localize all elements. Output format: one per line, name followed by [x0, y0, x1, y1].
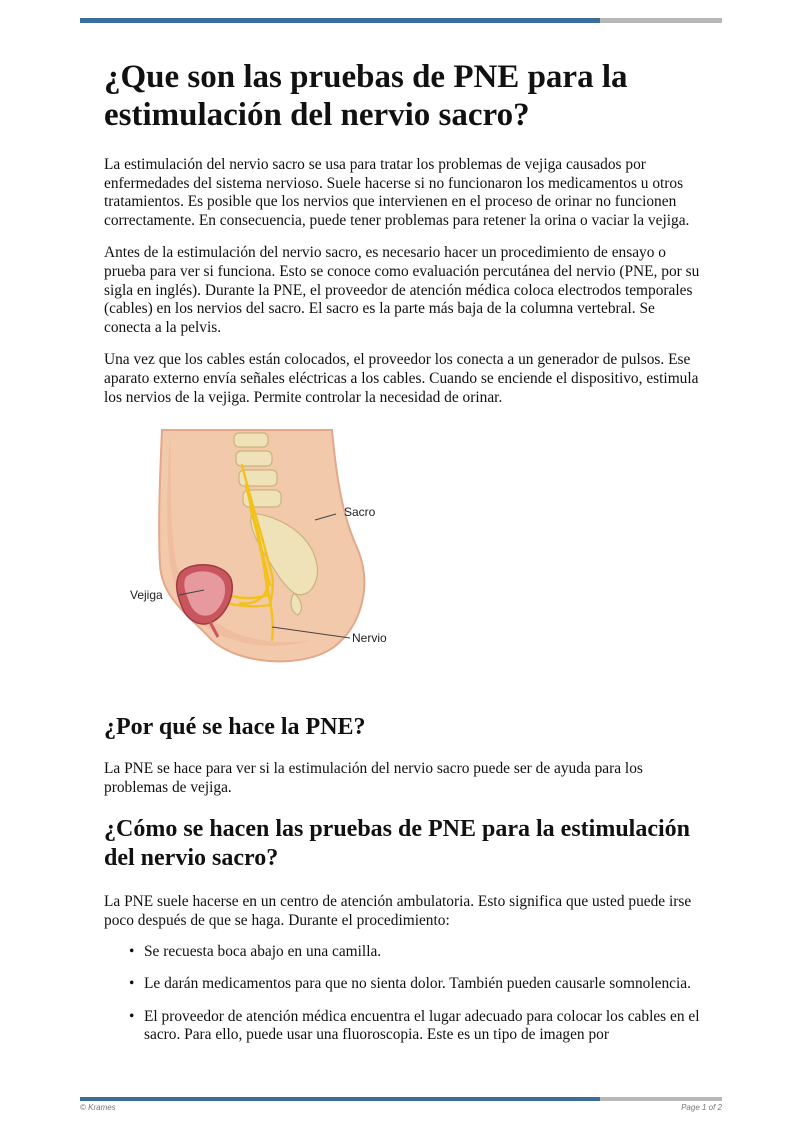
heading-how: ¿Cómo se hacen las pruebas de PNE para la estimulación del nervio sacro? — [104, 816, 691, 872]
why-paragraph: La PNE se hace para ver si la estimulación del nervio sacro puede ser de ayuda para los problemas de vejiga. — [104, 760, 643, 796]
intro-paragraph-3: Una vez que los cables están colocados, el proveedor los conecta a un generador de pulsos. Ese aparato externo envía señales eléctricas a los cables. Cuando se enciende el dispositivo, estimula los nervios de la vejiga. Permite controlar la necesidad de orinar. — [104, 351, 699, 406]
bullet: • — [129, 975, 135, 993]
intro-paragraph-1: La estimulación del nervio sacro se usa para tratar los problemas de vejiga causados por enfermedades del sistema nervioso. Suele hacerse si no funcionaron los medicamentos u otros tratamientos. Es posible que los nervios que intervienen en el proceso de orinar no funcionen correctamente. En consecuencia, puede tener problemas para retener la orina o vaciar la vejiga. — [104, 156, 690, 229]
bottom-rule-gray — [600, 1097, 722, 1101]
intro-paragraph-2: Antes de la estimulación del nervio sacro, es necesario hacer un procedimiento de ensayo o prueba para ver si funciona. Esto se conoce como evaluación percutánea del nervio (PNE, por su sigla en inglés). Durante la PNE, el proveedor de atención médica coloca electrodos temporales (cables) en los nervios del sacro. El sacro es la parte más baja de la columna vertebral. Se conecta a la pelvis. — [104, 244, 700, 336]
list-item — [129, 942, 704, 962]
label-sacro: Sacro — [344, 505, 376, 520]
top-rule — [80, 18, 722, 23]
bullet: • — [129, 1007, 135, 1025]
footer-page-number: Page 1 of 2 — [681, 1103, 722, 1112]
bullet: • — [129, 942, 135, 960]
list-item — [129, 1007, 704, 1045]
heading-why: ¿Por qué se hace la PNE? — [104, 714, 366, 741]
top-rule-accent — [80, 18, 600, 23]
document-body — [104, 58, 704, 1059]
anatomy-illustration — [122, 425, 422, 675]
label-vejiga: Vejiga — [130, 588, 163, 603]
page-title: ¿Que son las pruebas de PNE para la estimulación del nervio sacro? — [104, 59, 628, 133]
list-item-text: El proveedor de atención médica encuentra el lugar adecuado para colocar los cables en el sacro. Para ello, puede usar una fluoroscopia. Este es un tipo de imagen por — [144, 1007, 700, 1044]
list-item-text: Se recuesta boca abajo en una camilla. — [144, 942, 382, 960]
bottom-rule-accent — [80, 1097, 600, 1101]
list-item-text: Le darán medicamentos para que no sienta dolor. También pueden causarle somnolencia. — [144, 975, 691, 993]
bottom-rule — [80, 1097, 722, 1101]
footer-copyright: © Krames — [80, 1103, 116, 1112]
procedure-list — [104, 943, 704, 1045]
label-nervio: Nervio — [352, 631, 387, 646]
list-item — [129, 975, 704, 994]
how-paragraph: La PNE suele hacerse en un centro de atención ambulatoria. Esto significa que usted puede irse poco después de que se haga. Durante el procedimiento: — [104, 893, 692, 929]
top-rule-gray — [600, 18, 722, 23]
